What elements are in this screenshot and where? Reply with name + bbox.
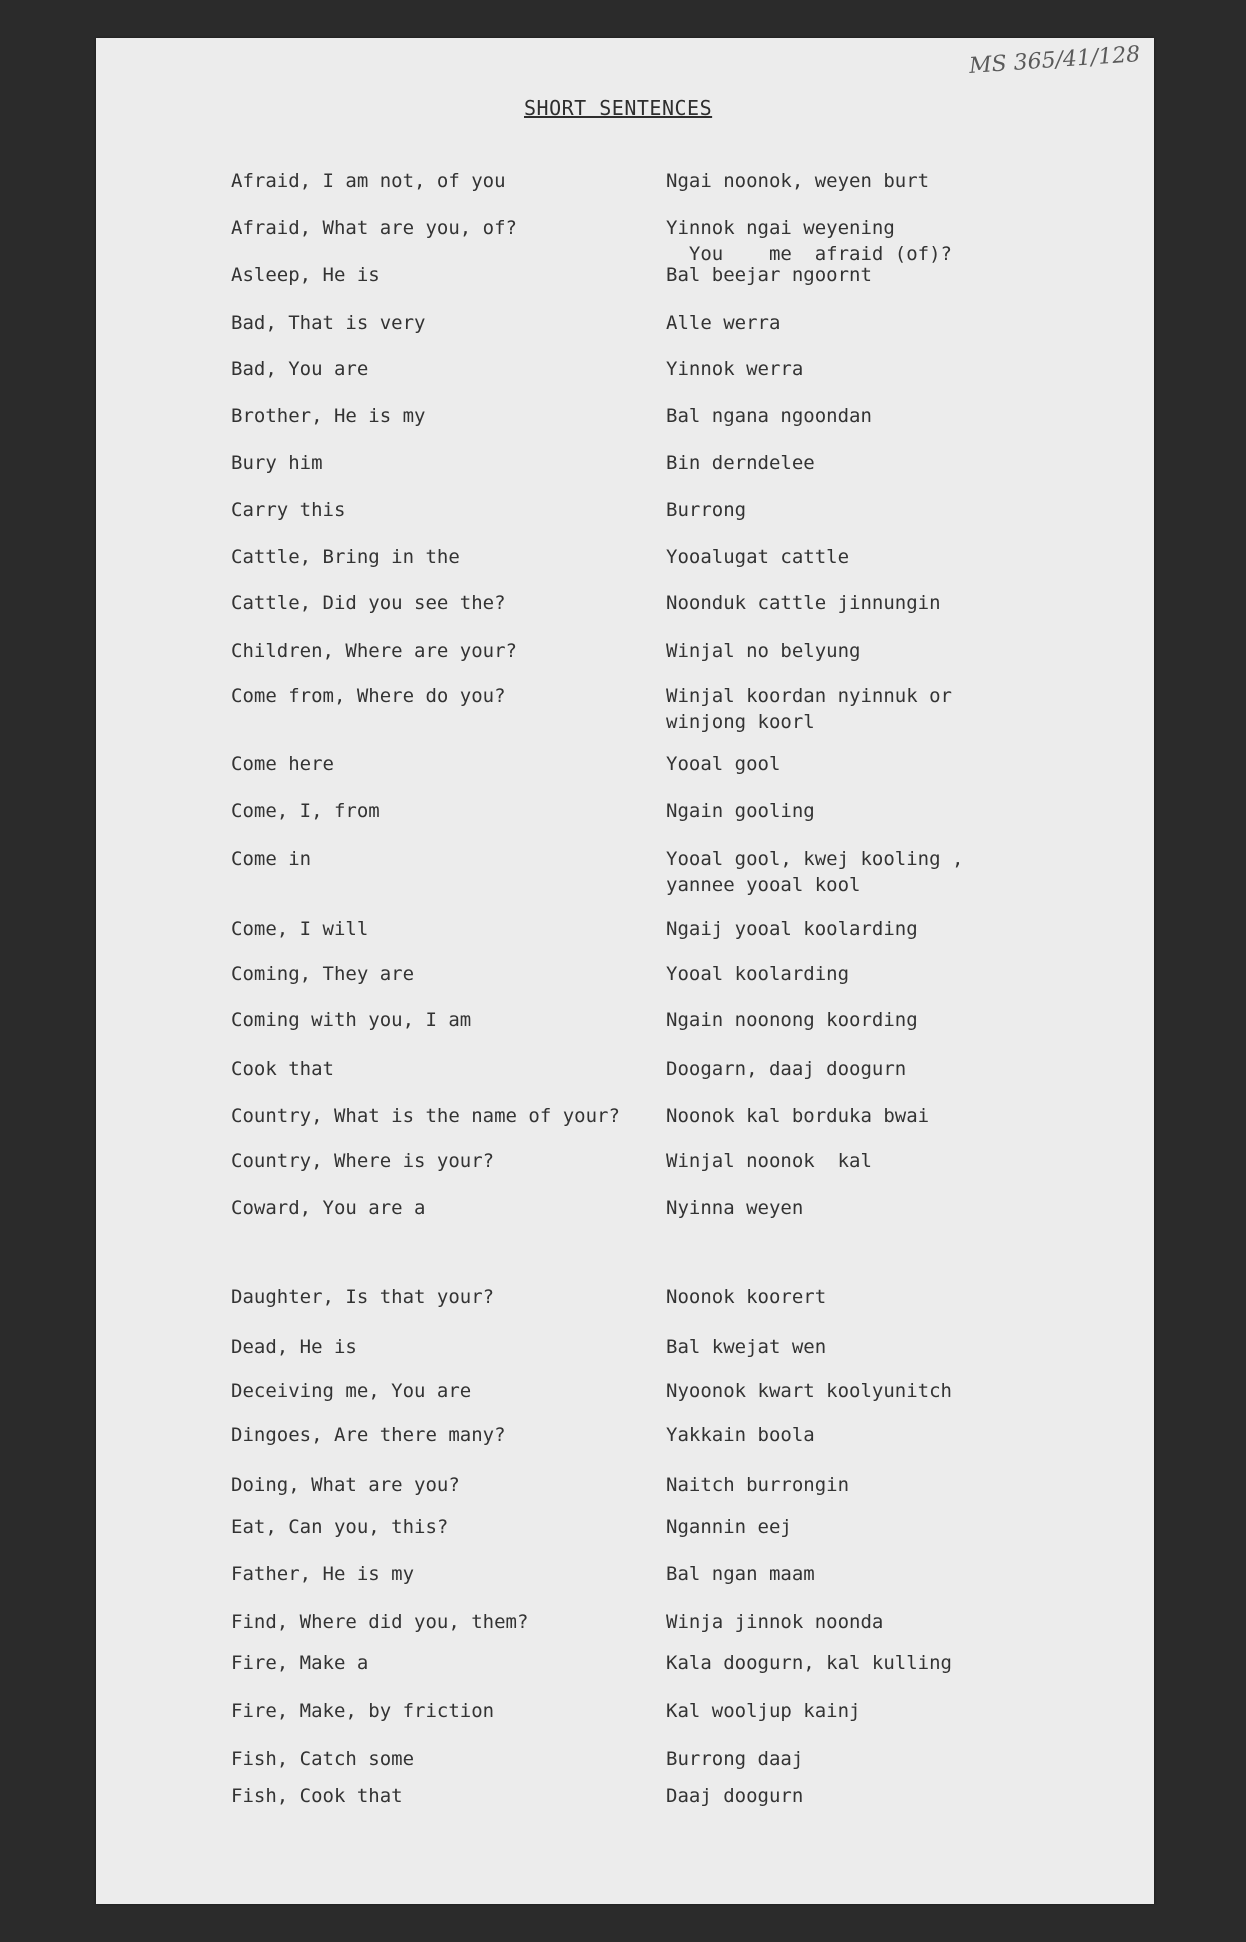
translation-text: Winjal no belyung (666, 640, 861, 662)
aboriginal-translation (666, 798, 815, 824)
aboriginal-translation (666, 1650, 952, 1676)
translation-text: Winjal noonok kal (666, 1150, 872, 1172)
english-sentence: Brother, He is my (231, 405, 426, 427)
translation-text: Winjal koordan nyinnuk or (666, 685, 952, 707)
translation-text: Noonduk cattle jinnungin (666, 592, 941, 614)
aboriginal-translation (666, 683, 952, 735)
english-sentence: Come, I, from (231, 800, 380, 822)
translation-text: Alle werra (666, 312, 781, 334)
aboriginal-translation (666, 961, 849, 987)
english-sentence: Fire, Make, by friction (231, 1700, 495, 1722)
translation-text: Kal wooljup kainj (666, 1700, 861, 1722)
english-sentence: Cattle, Bring in the (231, 546, 460, 568)
aboriginal-translation (666, 544, 849, 570)
aboriginal-translation (666, 1103, 929, 1129)
translation-text: Burrong daaj (666, 1748, 804, 1770)
aboriginal-translation (666, 1472, 849, 1498)
aboriginal-translation (666, 1284, 826, 1310)
aboriginal-translation (666, 846, 963, 898)
aboriginal-translation (666, 1007, 918, 1033)
translation-text: Ngaij yooal koolarding (666, 918, 918, 940)
translation-text: Bal ngan maam (666, 1563, 815, 1585)
english-sentence: Coward, You are a (231, 1197, 426, 1219)
english-sentence: Deceiving me, You are (231, 1380, 472, 1402)
aboriginal-translation (666, 1609, 883, 1635)
page-title: SHORT SENTENCES (524, 96, 713, 120)
translation-text: Naitch burrongin (666, 1474, 850, 1496)
english-sentence: Come in (231, 848, 312, 870)
translation-text: Nyoonok kwart koolyunitch (666, 1380, 952, 1402)
translation-text: Nyinna weyen (666, 1197, 804, 1219)
english-sentence: Come from, Where do you? (231, 685, 506, 707)
english-sentence: Country, Where is your? (231, 1150, 495, 1172)
translation-continuation: winjong koorl (666, 711, 815, 733)
aboriginal-translation (666, 1195, 803, 1221)
translation-text: Bal beejar ngoornt (666, 264, 872, 286)
english-sentence: Fish, Catch some (231, 1748, 415, 1770)
translation-text: Bal ngana ngoondan (666, 405, 872, 427)
translation-text: Kala doogurn, kal kulling (666, 1652, 952, 1674)
aboriginal-translation (666, 638, 860, 664)
aboriginal-translation (666, 497, 746, 523)
translation-text: Ngannin eej (666, 1516, 792, 1538)
english-sentence: Afraid, What are you, of? (231, 217, 517, 239)
english-sentence: Dingoes, Are there many? (231, 1424, 506, 1446)
translation-text: Ngai noonok, weyen burt (666, 170, 930, 192)
translation-text: Yakkain boola (666, 1424, 815, 1446)
translation-text: Daaj doogurn (666, 1785, 804, 1807)
translation-text: Ngain noonong koording (666, 1009, 918, 1031)
english-sentence: Coming, They are (231, 963, 415, 985)
translation-text: Bin derndelee (666, 452, 815, 474)
english-sentence: Eat, Can you, this? (231, 1516, 449, 1538)
translation-continuation: You me afraid (of)? (666, 243, 952, 265)
aboriginal-translation (666, 590, 941, 616)
english-sentence: Fish, Cook that (231, 1785, 403, 1807)
english-sentence: Come here (231, 753, 334, 775)
aboriginal-translation (666, 1422, 815, 1448)
aboriginal-translation (666, 1148, 872, 1174)
translation-text: Ngain gooling (666, 800, 815, 822)
english-sentence: Find, Where did you, them? (231, 1611, 529, 1633)
english-sentence: Country, What is the name of your? (231, 1105, 620, 1127)
translation-text: Doogarn, daaj doogurn (666, 1058, 907, 1080)
english-sentence: Come, I will (231, 918, 369, 940)
translation-text: Yooal gool, kwej kooling , (666, 848, 964, 870)
english-sentence: Cook that (231, 1058, 334, 1080)
aboriginal-translation (666, 1334, 826, 1360)
aboriginal-translation (666, 1514, 792, 1540)
translation-text: Yooal gool (666, 753, 781, 775)
aboriginal-translation (666, 450, 815, 476)
aboriginal-translation (666, 1746, 803, 1772)
english-sentence: Children, Where are your? (231, 640, 517, 662)
english-sentence: Doing, What are you? (231, 1474, 460, 1496)
aboriginal-translation (666, 751, 780, 777)
translation-text: Yinnok ngai weyening (666, 217, 895, 239)
english-sentence: Bad, That is very (231, 312, 426, 334)
english-sentence: Afraid, I am not, of you (231, 170, 506, 192)
aboriginal-translation (666, 356, 803, 382)
translation-continuation: yannee yooal kool (666, 874, 861, 896)
english-sentence: Bad, You are (231, 358, 369, 380)
english-sentence: Cattle, Did you see the? (231, 592, 506, 614)
english-sentence: Daughter, Is that your? (231, 1286, 495, 1308)
archive-reference-note: MS 365/41/128 (968, 42, 1142, 79)
aboriginal-translation (666, 1698, 860, 1724)
aboriginal-translation (666, 1378, 952, 1404)
aboriginal-translation (666, 916, 918, 942)
english-sentence: Father, He is my (231, 1563, 415, 1585)
english-sentence: Carry this (231, 499, 346, 521)
english-sentence: Coming with you, I am (231, 1009, 472, 1031)
translation-text: Yinnok werra (666, 358, 804, 380)
aboriginal-translation (666, 1561, 815, 1587)
english-sentence: Asleep, He is (231, 264, 380, 286)
aboriginal-translation (666, 215, 952, 267)
aboriginal-translation (666, 168, 929, 194)
english-sentence: Dead, He is (231, 1336, 357, 1358)
translation-text: Yooalugat cattle (666, 546, 850, 568)
aboriginal-translation (666, 262, 872, 288)
translation-text: Bal kwejat wen (666, 1336, 827, 1358)
translation-text: Winja jinnok noonda (666, 1611, 884, 1633)
translation-text: Yooal koolarding (666, 963, 850, 985)
english-sentence: Bury him (231, 452, 323, 474)
aboriginal-translation (666, 1783, 803, 1809)
english-sentence: Fire, Make a (231, 1652, 369, 1674)
translation-text: Noonok koorert (666, 1286, 827, 1308)
translation-text: Burrong (666, 499, 747, 521)
aboriginal-translation (666, 310, 780, 336)
translation-text: Noonok kal borduka bwai (666, 1105, 930, 1127)
document-page (96, 38, 1154, 1904)
aboriginal-translation (666, 1056, 906, 1082)
aboriginal-translation (666, 403, 872, 429)
